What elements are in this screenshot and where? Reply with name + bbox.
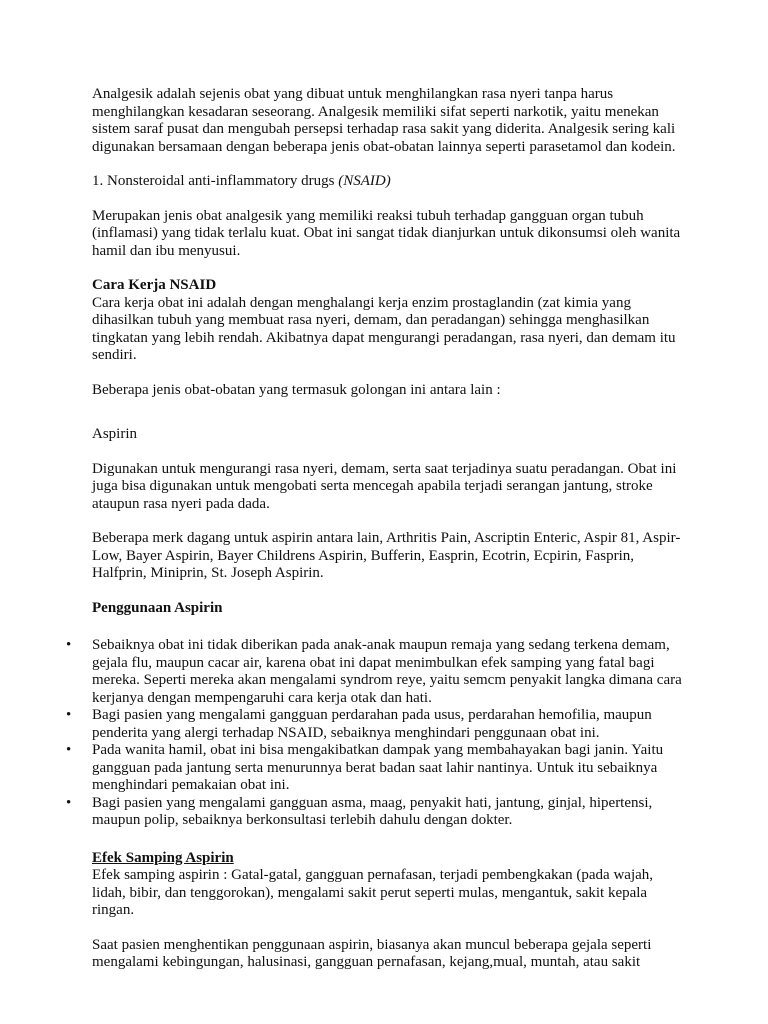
intro-paragraph: Analgesik adalah sejenis obat yang dibuat untuk menghilangkan rasa nyeri tanpa harus menghilangkan kesadaran seseorang. Analgesik memiliki sifat seperti narkotik, yaitu menekan sistem saraf pusat dan mengubah persepsi terhadap rasa sakit yang diderita. Analgesik sering kali digunakan bersamaan dengan beberapa jenis obat-obatan lainnya seperti parasetamol dan kodein. — [92, 86, 676, 155]
list-item — [66, 794, 682, 830]
section-1-title-text: 1. Nonsteroidal anti-inflammatory drugs — [92, 173, 339, 189]
aspirin-name: Aspirin — [92, 426, 137, 442]
efek-section — [92, 850, 682, 920]
list-item-text: Sebaiknya obat ini tidak diberikan pada anak-anak maupun remaja yang sedang terkena demam, gejala flu, maupun cacar air, karena obat ini dapat menimbulkan efek samping yang fatal bagi mereka. Seperti mereka akan mengalami syndrom reye, yaitu semcm penyakit langka dimana cara kerjanya dengan mempengaruhi cara kerja otak dan hati. — [92, 637, 682, 706]
bullet-icon: • — [66, 637, 72, 653]
bullet-icon: • — [66, 707, 72, 723]
nsaid-description: Merupakan jenis obat analgesik yang memiliki reaksi tubuh terhadap gangguan organ tubuh (inflamasi) yang tidak terlalu kuat. Obat ini sangat tidak dianjurkan untuk dikonsumsi oleh wanita hamil dan ibu menyusui. — [92, 207, 681, 259]
penggunaan-list — [66, 637, 682, 830]
efek-body: Efek samping aspirin : Gatal-gatal, gangguan pernafasan, terjadi pembengkakan (pada wajah, lidah, bibir, dan tenggorokan), mengalami sakit perut seperti mulas, mengantuk, sakit kepala ringan. — [92, 867, 654, 918]
aspirin-brands: Beberapa merk dagang untuk aspirin antara lain, Arthritis Pain, Ascriptin Enteric, Aspir 81, Aspir-Low, Bayer Aspirin, Bayer Childrens Aspirin, Bufferin, Easprin, Ecotrin, Ecpirin, Fasprin, Halfprin, Miniprin, St. Joseph Aspirin. — [92, 530, 681, 581]
section-1-title-abbr: (NSAID) — [338, 173, 391, 189]
cara-kerja-heading: Cara Kerja NSAID — [92, 277, 217, 293]
cara-kerja-section — [92, 277, 682, 365]
list-item-text: Bagi pasien yang mengalami gangguan asma, maag, penyakit hati, jantung, ginjal, hipertensi, maupun polip, sebaiknya berkonsultasi terlebih dahulu dengan dokter. — [92, 794, 653, 828]
list-item — [66, 742, 682, 795]
bullet-icon: • — [66, 794, 72, 811]
penggunaan-heading: Penggunaan Aspirin — [92, 599, 223, 616]
aspirin-use: Digunakan untuk mengurangi rasa nyeri, demam, serta saat terjadinya suatu peradangan. Obat ini juga bisa digunakan untuk mengobati serta mencegah apabila terjadi serangan jantung, stroke ataupun rasa nyeri pada dada. — [92, 460, 677, 512]
section-1-title — [92, 173, 682, 191]
document-body — [66, 86, 682, 972]
jenis-intro: Beberapa jenis obat-obatan yang termasuk golongan ini antara lain : — [92, 381, 501, 398]
list-item — [66, 637, 682, 707]
bullet-icon: • — [66, 742, 72, 758]
list-item-text: Bagi pasien yang mengalami gangguan perdarahan pada usus, perdarahan hemofilia, maupun penderita yang alergi terhadap NSAID, sebaiknya menghindari penggunaan obat ini. — [92, 707, 652, 741]
efek-heading: Efek Samping Aspirin — [92, 849, 234, 866]
list-item — [66, 707, 682, 742]
cara-kerja-body: Cara kerja obat ini adalah dengan menghalangi kerja enzim prostaglandin (zat kimia yang dihasilkan tubuh yang membuat rasa nyeri, demam, dan peradangan) sehingga menghasilkan tingkatan yang lebih rendah. Akibatnya dapat mengurangi peradangan, rasa nyeri, dan demam itu sendiri. — [92, 294, 676, 363]
efek-stop-paragraph: Saat pasien menghentikan penggunaan aspirin, biasanya akan muncul beberapa gejala seperti mengalami kebingungan, halusinasi, gangguan pernafasan, kejang,mual, muntah, atau sakit — [92, 936, 652, 970]
list-item-text: Pada wanita hamil, obat ini bisa mengakibatkan dampak yang membahayakan bagi janin. Yaitu gangguan pada jantung serta menurunnya berat badan saat lahir nantinya. Untuk itu sebaiknya menghindari pemakaian obat ini. — [92, 742, 664, 793]
